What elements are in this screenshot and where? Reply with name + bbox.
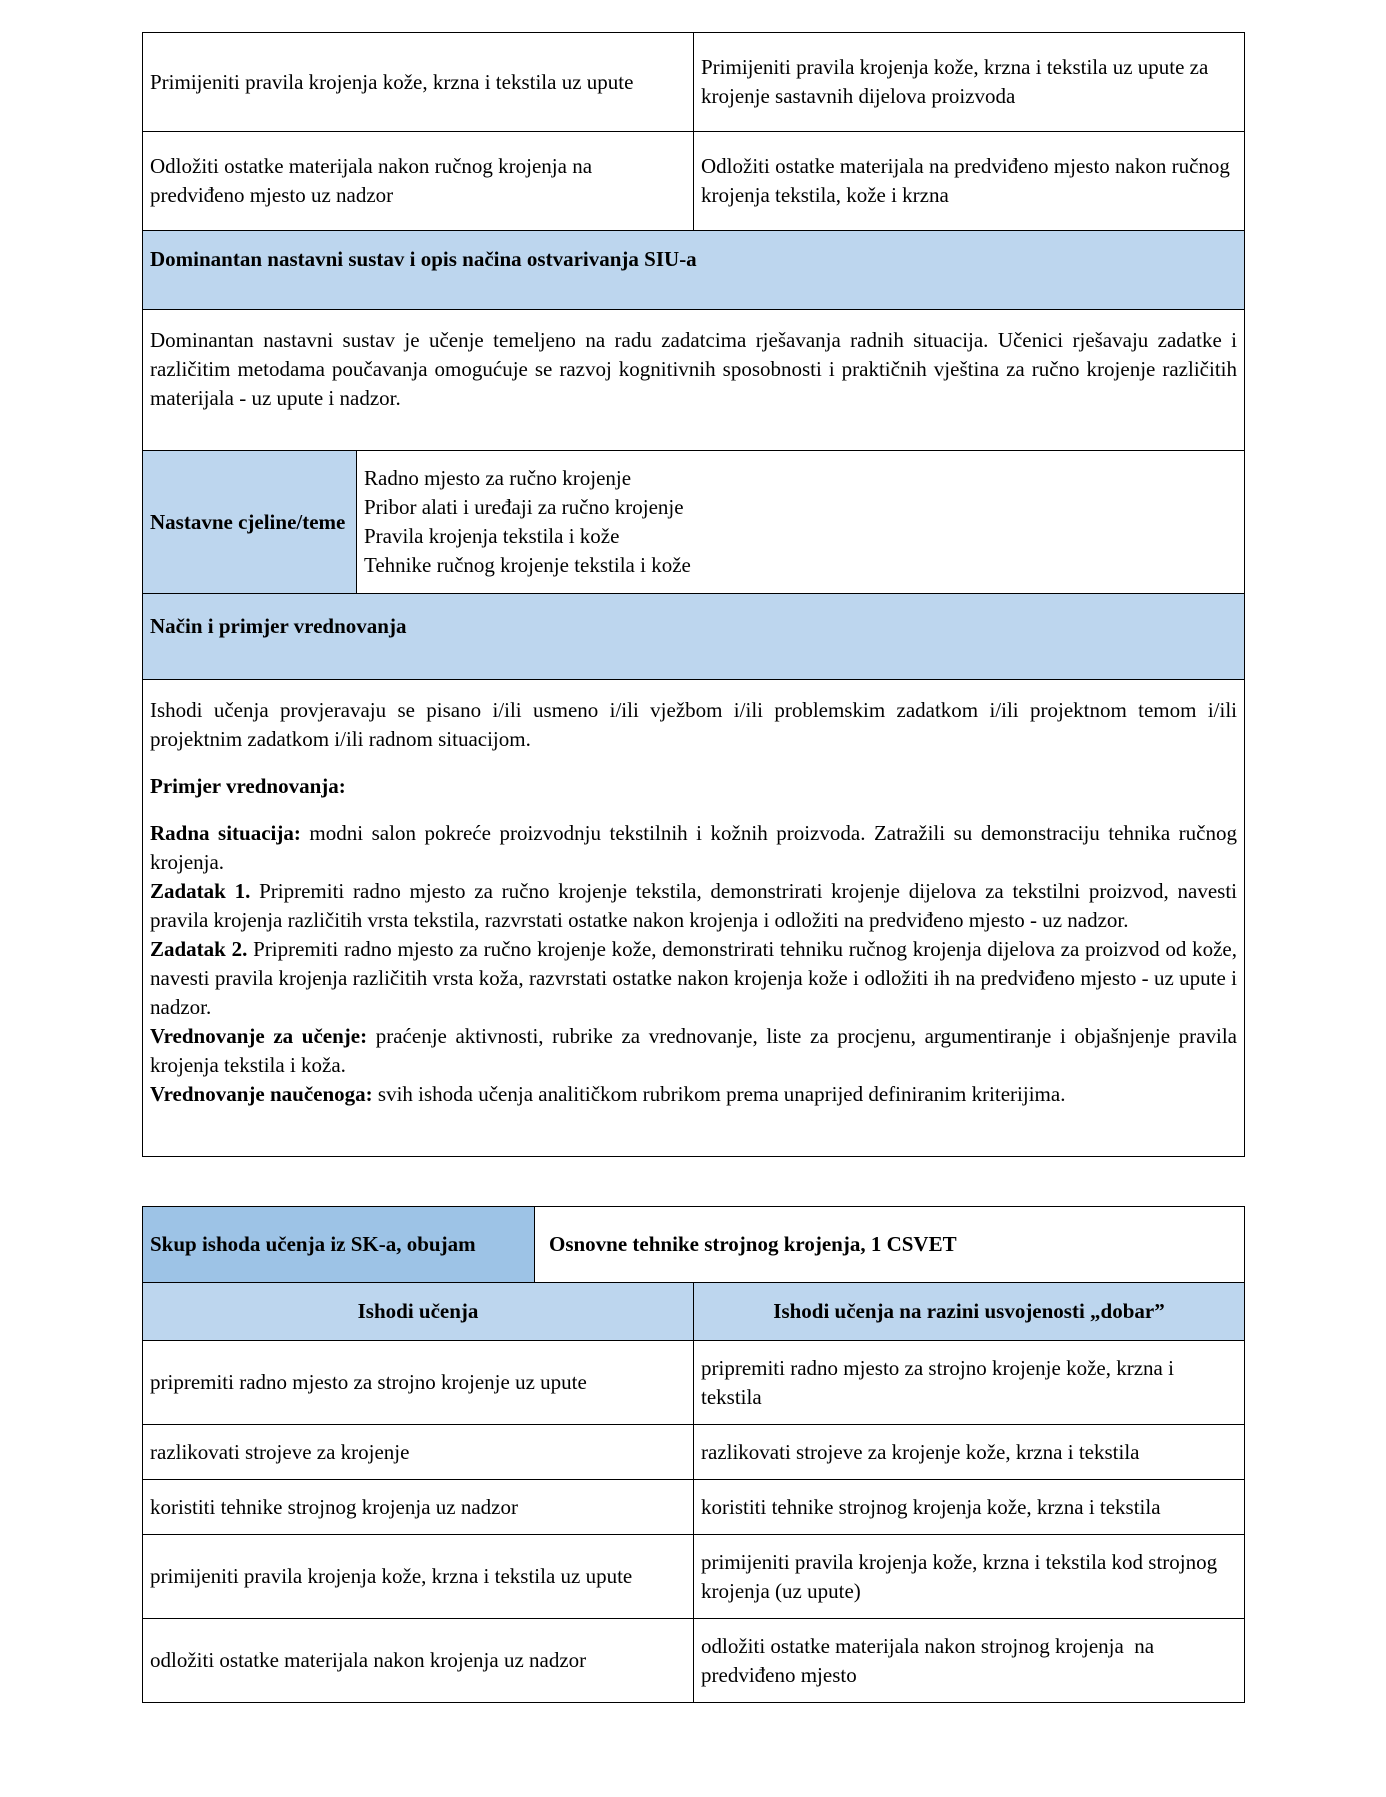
topic-item: Tehnike ručnog krojenje tekstila i kože xyxy=(364,553,691,577)
example-item-text: praćenje aktivnosti, rubrike za vrednovanje, liste za procjenu, argumentiranje i objašnjenje pravila krojenja tekstila i koža. xyxy=(150,1024,1237,1077)
table-row xyxy=(143,1480,1245,1535)
evaluation-intro: Ishodi učenja provjeravaju se pisano i/ili usmeno i/ili vježbom i/ili problemskim zadatkom i/ili projektnom temom i/ili projektnim zadatkom i/ili radnom situacijom. xyxy=(150,698,1237,751)
example-item-label: Vrednovanje naučenoga: xyxy=(150,1082,373,1106)
table-row xyxy=(143,1535,1245,1619)
outcome-good-cell: koristiti tehnike strojnog krojenja kože, krzna i tekstila xyxy=(694,1480,1245,1535)
example-item-work-situation xyxy=(150,819,1237,877)
outcome-good-cell: primijeniti pravila krojenja kože, krzna i tekstila kod strojnog krojenja (uz upute) xyxy=(694,1535,1245,1619)
example-item-formative xyxy=(150,1022,1237,1080)
evaluation-content xyxy=(143,680,1245,1157)
table-row xyxy=(143,451,1245,594)
example-item-text: Pripremiti radno mjesto za ručno krojenje kože, demonstrirati tehniku ručnog krojenja dijelova za proizvod od kože, navesti pravila krojenja različitih vrsta koža, razvrstati ostatke nakon krojenja kože i odložiti ih na predviđeno mjesto - uz upute i nadzor. xyxy=(150,937,1238,1019)
table-row xyxy=(143,310,1245,451)
table-row xyxy=(143,1619,1245,1703)
outcome-good-cell: Primijeniti pravila krojenja kože, krzna i tekstila uz upute za krojenje sastavnih dijelova proizvoda xyxy=(694,33,1245,132)
outcomes-table-continued xyxy=(142,32,1245,1157)
table-row xyxy=(143,1425,1245,1480)
example-item-text: svih ishoda učenja analitičkom rubrikom prema unaprijed definiranim kriterijima. xyxy=(372,1082,1066,1106)
outcome-cell: razlikovati strojeve za krojenje xyxy=(143,1425,694,1480)
table-row xyxy=(143,1341,1245,1425)
topics-label: Nastavne cjeline/teme xyxy=(143,451,357,594)
column-header-outcomes: Ishodi učenja xyxy=(143,1283,694,1341)
outcome-cell: pripremiti radno mjesto za strojno krojenje uz upute xyxy=(143,1341,694,1425)
outcome-good-cell: pripremiti radno mjesto za strojno krojenje kože, krzna i tekstila xyxy=(694,1341,1245,1425)
example-heading: Primjer vrednovanja: xyxy=(150,774,346,798)
topic-item: Pravila krojenja tekstila i kože xyxy=(364,524,620,548)
table-row xyxy=(143,680,1245,1157)
example-item-summative xyxy=(150,1080,1237,1109)
topic-item: Pribor alati i uređaji za ručno krojenje xyxy=(364,495,684,519)
column-header-row xyxy=(143,1283,1245,1341)
outcome-good-cell: razlikovati strojeve za krojenje kože, krzna i tekstila xyxy=(694,1425,1245,1480)
topics-list xyxy=(357,451,1245,594)
example-item-task-2 xyxy=(150,935,1237,1022)
example-item-label: Zadatak 1. xyxy=(150,879,251,903)
table-row xyxy=(143,132,1245,231)
machine-cutting-outcomes-table xyxy=(142,1206,1245,1703)
dominant-system-text: Dominantan nastavni sustav je učenje temeljeno na radu zadatcima rješavanja radnih situacija. Učenici rješavaju zadatke i različitim metodama poučavanja omogućuje se razvoj kognitivnih sposobnosti i praktičnih vještina za ručno krojenje različitih materijala - uz upute i nadzor. xyxy=(143,310,1245,451)
outcome-cell: koristiti tehnike strojnog krojenja uz nadzor xyxy=(143,1480,694,1535)
outcome-good-cell: odložiti ostatke materijala nakon strojnog krojenja na predviđeno mjesto xyxy=(694,1619,1245,1703)
example-item-text: modni salon pokreće proizvodnju tekstilnih i kožnih proizvoda. Zatražili su demonstraciju tehnika ručnog krojenja. xyxy=(150,821,1237,874)
outcome-cell: Odložiti ostatke materijala nakon ručnog krojenja na predviđeno mjesto uz nadzor xyxy=(143,132,694,231)
column-header-outcomes-good: Ishodi učenja na razini usvojenosti „dobar” xyxy=(694,1283,1245,1341)
outcome-set-label: Skup ishoda učenja iz SK-a, obujam xyxy=(143,1207,535,1283)
table-row xyxy=(143,33,1245,132)
example-item-label: Vrednovanje za učenje: xyxy=(150,1024,368,1048)
outcome-cell: Primijeniti pravila krojenja kože, krzna i tekstila uz upute xyxy=(143,33,694,132)
topic-item: Radno mjesto za ručno krojenje xyxy=(364,466,632,490)
example-item-label: Zadatak 2. xyxy=(150,937,248,961)
example-item-task-1 xyxy=(150,877,1237,935)
section-header-row xyxy=(143,594,1245,680)
outcome-cell: primijeniti pravila krojenja kože, krzna i tekstila uz upute xyxy=(143,1535,694,1619)
example-item-label: Radna situacija: xyxy=(150,821,301,845)
outcome-good-cell: Odložiti ostatke materijala na predviđeno mjesto nakon ručnog krojenja tekstila, kože i krzna xyxy=(694,132,1245,231)
example-item-text: Pripremiti radno mjesto za ručno krojenje tekstila, demonstrirati krojenje dijelova za tekstilni proizvod, navesti pravila krojenja različitih vrsta tekstila, razvrstati ostatke nakon krojenja i odložiti na predviđeno mjesto - uz nadzor. xyxy=(150,879,1237,932)
dominant-system-heading: Dominantan nastavni sustav i opis načina ostvarivanja SIU-a xyxy=(143,231,1245,310)
section-header-row xyxy=(143,231,1245,310)
evaluation-heading: Način i primjer vrednovanja xyxy=(143,594,1245,680)
set-header-row xyxy=(143,1207,1245,1283)
outcome-cell: odložiti ostatke materijala nakon krojenja uz nadzor xyxy=(143,1619,694,1703)
outcome-set-value: Osnovne tehnike strojnog krojenja, 1 CSVET xyxy=(535,1207,1245,1283)
